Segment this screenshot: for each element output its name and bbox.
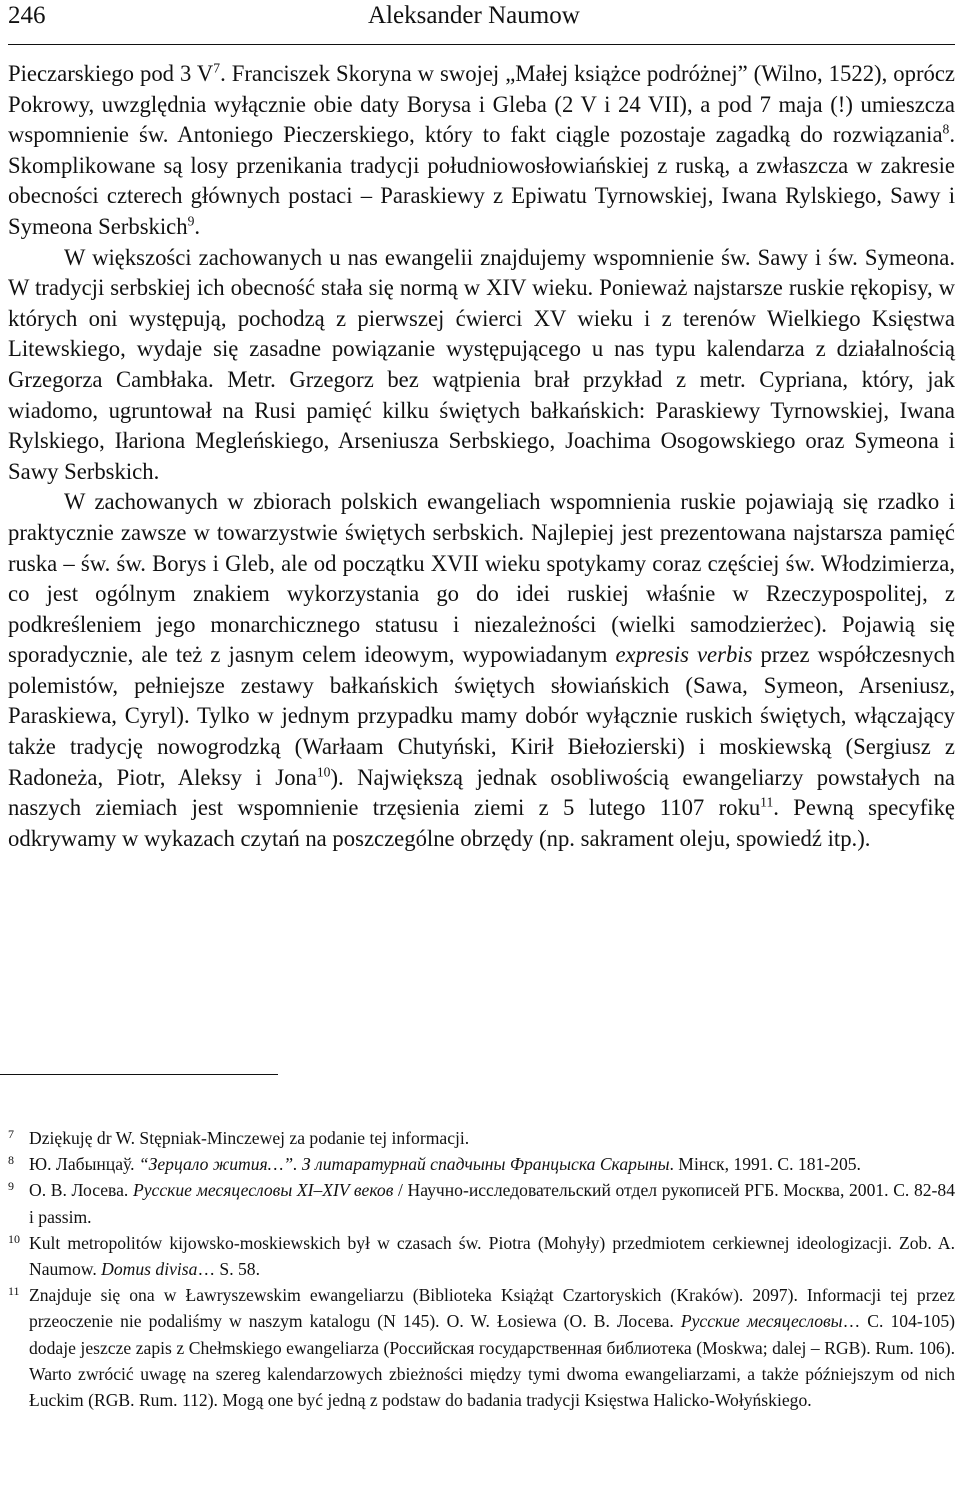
footnote <box>5 1151 955 1177</box>
footnote-ref: 10 <box>316 764 331 780</box>
paragraph <box>8 487 955 854</box>
footnote-ref: 7 <box>213 60 221 76</box>
text-run: / Научно-исследовательский отдел рукописей РГБ. Москва, 2001. С. 82-84 i passim. <box>29 1180 955 1227</box>
footnote <box>5 1177 955 1229</box>
footnote-ref: 8 <box>942 121 950 137</box>
text-run: . Franciszek Skoryna w swojej „Małej książce podróżnej” (Wilno, 1522), oprócz Pokrowy, uwzględnia wyłącznie obie daty Borysa i Gleba (2 V i 24 VII), a pod 7 maja (!) umieszcza wspomnienie św. Antoniego Pieczerskiego, który to fakt ciągle pozostaje zagadką do rozwiązania <box>8 61 955 148</box>
italic-text: Domus divisa <box>101 1259 198 1280</box>
text-run: … С. 104-105) dodaje jeszcze zapis z Chełmskiego ewangeliarza (Российская государственная библиотека (Moskwa; dalej – RGB). Rum. 106). Warto zwrócić uwagę na szereg kalendarzowych zbieżności między tymi dwoma ewangeliarzami, a także późniejszym od nich Łuckim (RGB. Rum. 112). Mogą one być jedną z podstaw do badania tradycji Księstwa Halicko-Wołyńskiego. <box>29 1311 955 1411</box>
footnote <box>5 1125 955 1151</box>
running-head: Aleksander Naumow <box>368 2 580 29</box>
text-run: … S. 58. <box>197 1259 261 1280</box>
italic-text: Русские месяцесловы XI–XIV веков <box>132 1180 394 1201</box>
text-run: W zachowanych w zbiorach polskich ewangeliach wspomnienia ruskie pojawiają się rzadko i praktycznie zawsze w towarzystwie świętych serbskich. Najlepiej jest prezentowana najstarsza pamięć ruska – św. św. Borys i Gleb, ale od początku XVII wieku spotykamy coraz częściej św. Włodzimierza, co jest ogólnym znakiem wykorzystania go do idei ruskiej właśnie w Rzeczypospolitej, z podkreśleniem jego monarchicznego statusu i niezależności (wielki samodzierżec). Pojawią się sporadycznie, ale też z jasnym celem ideowym, wypowiadanym <box>8 489 955 668</box>
italic-text: “Зерцало жития…”. З литаратурнай спадчыны Францыска Скарыны <box>138 1154 670 1175</box>
footnote-separator <box>0 1074 278 1075</box>
text-run: . Pewną specyfikę odkrywamy w wykazach czytań na poszczególne obrzędy (np. sakrament oleju, spowiedź itp.). <box>8 795 956 851</box>
footnote-number: 11 <box>8 1284 20 1299</box>
page-header <box>8 0 955 45</box>
text-run: Pieczarskiego pod 3 V <box>8 61 214 86</box>
text-run: przez współczesnych polemistów, pełniejsze zestawy bałkańskich świętych słowiańskich (Sawa, Symeon, Arseniusz, Paraskiewa, Cyryl). Tylko w jednym przypadku mamy dobór wyłącznie ruskich świętych, włączający także tradycję nowogrodzką (Warłaam Chutyński, Kirił Biełozierski) i moskiewską (Sergiusz z Radoneża, Piotr, Aleksy i Jona <box>8 642 955 790</box>
page-number: 246 <box>8 2 46 29</box>
text-run: . <box>194 213 201 239</box>
paragraph <box>8 59 955 243</box>
main-text <box>5 59 955 854</box>
footnote-number: 7 <box>8 1127 14 1141</box>
footnote-number: 10 <box>8 1231 20 1246</box>
text-run: . Skomplikowane są losy przenikania tradycji południowosłowiańskiej z ruską, a zwłaszcza w zakresie obecności czterech głównych postaci – Paraskiewy z Epiwatu Tyrnowskiej, Iwana Rylskiego, Sawy i Symeona Serbskich <box>8 122 955 239</box>
footnote-number: 9 <box>8 1179 14 1194</box>
footnote-ref: 9 <box>187 213 195 229</box>
text-run: Znajduje się ona w Ławryszewskim ewangeliarzu (Biblioteka Książąt Czartoryskich (Kraków). 2097). Informacji tej przez przeoczenie nie podaliśmy w naszym katalogu (N 145). O. W. Łosiewa (О. В. Лосева. <box>29 1285 955 1332</box>
text-run: W większości zachowanych u nas ewangelii znajdujemy wspomnienie św. Sawy i św. Symeona. W tradycji serbskiej ich obecność stała się normą w XIV wieku. Ponieważ najstarsze ruskie rękopisy, w których oni występują, pochodzą z pierwszej ćwierci XV wieku i z terenów Wielkiego Księstwa Litewskiego, wydaje się zasadne powiązanie występującego u nas typu kalendarza z działalnością Grzegorza Cambłaka. Metr. Grzegorz bez wątpienia brał przykład z metr. Cypriana, który, jak wiadomo, ugruntował na Rusi pamięć kilku świętych bałkańskich: Paraskiewy Tyrnowskiej, Iwana Rylskiego, Iłariona Megleńskiego, Arseniusza Serbskiego, Joachima Osogowskiego oraz Symeona i Sawy Serbskich. <box>8 244 955 484</box>
footnotes <box>5 1125 955 1413</box>
italic-text: Русские месяцесловы <box>680 1311 843 1332</box>
text-run: Dziękuję dr W. Stępniak-Minczewej za podanie tej informacji. <box>29 1128 470 1148</box>
text-run: . Мінск, 1991. С. 181-205. <box>669 1154 861 1175</box>
text-run: О. В. Лосева. <box>29 1180 133 1201</box>
footnote <box>5 1230 955 1282</box>
text-run: ). Największą jednak osobliwością ewangeliarzy powstałych na naszych ziemiach jest wspomnienie trzęsienia ziemi z 5 lutego 1107 roku <box>8 764 956 821</box>
paragraph <box>8 243 955 488</box>
footnote-ref: 11 <box>760 794 774 810</box>
footnote <box>5 1282 955 1413</box>
footnote-number: 8 <box>8 1153 14 1168</box>
text-run: Ю. Лабынцаў. <box>29 1154 139 1175</box>
italic-text: expresis verbis <box>615 642 753 668</box>
text-run: Kult metropolitów kijowsko-moskiewskich był w czasach św. Piotra (Mohyły) przedmiotem cerkiewnej ideologizacji. Zob. A. Naumow. <box>29 1232 955 1280</box>
